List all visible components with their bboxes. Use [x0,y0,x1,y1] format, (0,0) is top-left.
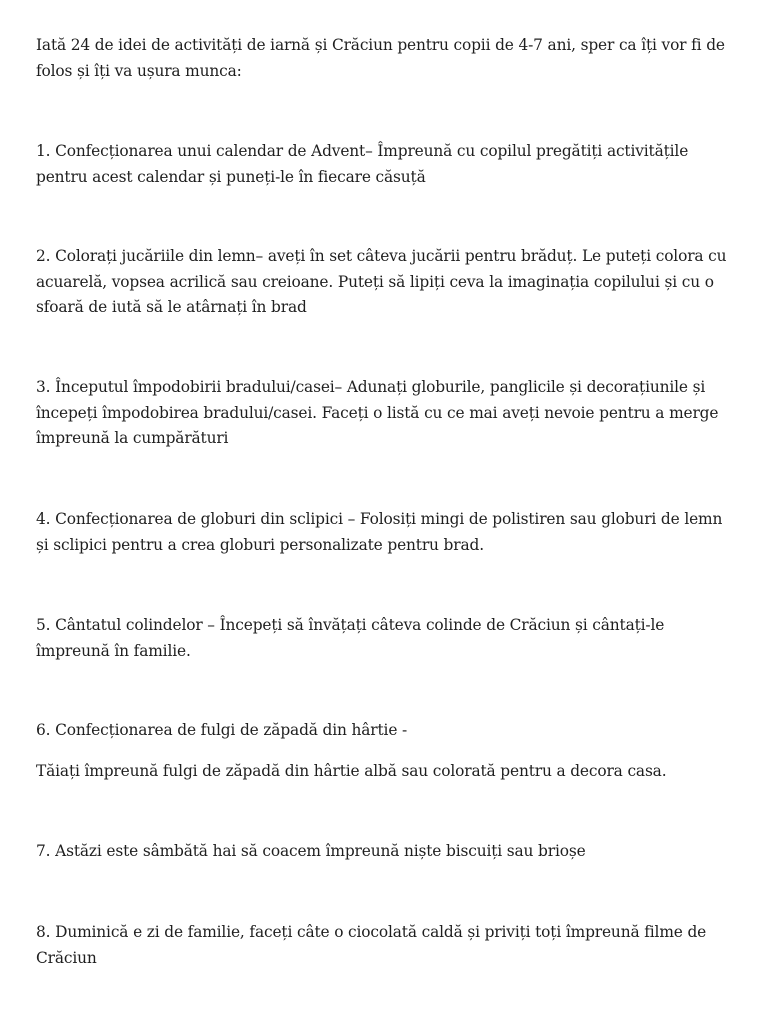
activity-item-4: 4. Confecționarea de globuri din sclipici – Folosiți mingi de polistiren sau globuri de lemn și sclipici pentru a crea globuri personalizate pentru brad. [36,510,723,554]
activity-item-5: 5. Cântatul colindelor – Începeți să învățați câteva colinde de Crăciun și cântați-le împreună în familie. [36,616,665,660]
activity-item-3: 3. Începutul împodobirii bradului/casei– Adunați globurile, panglicile și decorațiunile și începeți împodobirea bradului/casei. Faceți o listă cu ce mai aveți nevoie pentru a merge împreună la cumpărături [36,378,719,447]
intro-paragraph: Iată 24 de idei de activități de iarnă și Crăciun pentru copii de 4-7 ani, sper ca îți vor fi de folos și îți va ușura munca: [36,36,725,80]
activity-item-6-body: Tăiați împreună fulgi de zăpadă din hârtie albă sau colorată pentru a decora casa. [36,762,667,780]
activity-item-2: 2. Colorați jucăriile din lemn– aveți în set câteva jucării pentru brăduț. Le puteți colora cu acuarelă, vopsea acrilică sau creioane. Puteți să lipiți ceva la imaginația copilului și cu o sfoară de iută să le atârnați în brad [36,247,727,316]
activity-item-7: 7. Astăzi este sâmbătă hai să coacem împreună niște biscuiți sau brioșe [36,842,586,860]
activity-item-6-title: 6. Confecționarea de fulgi de zăpadă din hârtie - [36,721,408,739]
activity-item-8: 8. Duminică e zi de familie, faceți câte o ciocolată caldă și priviți toți împreună filme de Crăciun [36,923,707,967]
activity-item-1: 1. Confecționarea unui calendar de Advent– Împreună cu copilul pregătiți activitățile pentru acest calendar și puneți-le în fiecare căsuță [36,142,689,186]
